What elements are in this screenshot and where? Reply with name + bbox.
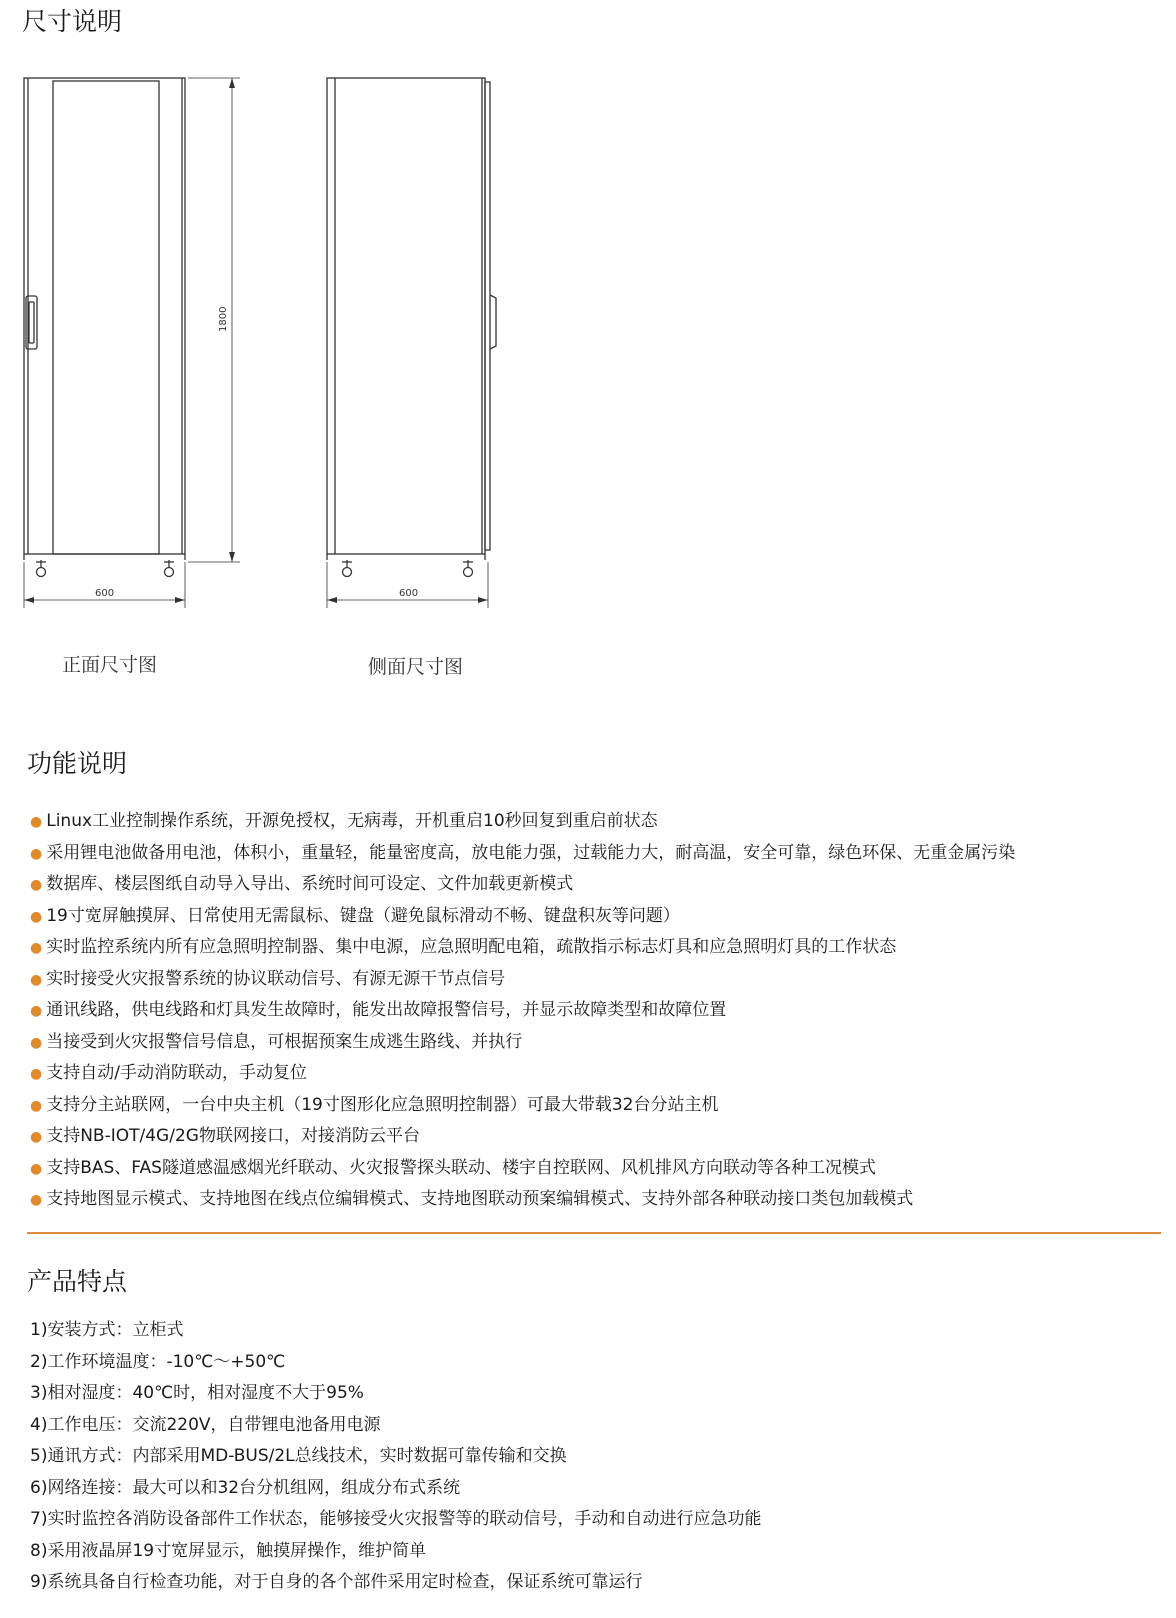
list-item: ● 采用锂电池做备用电池，体积小，重量轻，能量密度高，放电能力强，过载能力大，耐高温，安全可靠，绿色环保、无重金属污染: [30, 842, 1016, 863]
front-view-caption: 正面尺寸图: [62, 654, 158, 676]
list-item: ● 数据库、楼层图纸自动导入导出、系统时间可设定、文件加载更新模式: [30, 874, 574, 894]
list-item: ● Linux工业控制操作系统，开源免授权，无病毒，开机重启10秒回复到重启前状态: [30, 811, 658, 831]
list-item: ● 支持地图显示模式、支持地图在线点位编辑模式、支持地图联动预案编辑模式、支持外部各种联动接口类包加载模式: [30, 1189, 914, 1209]
front-width-label: 600: [95, 588, 115, 599]
list-item: ● 19寸宽屏触摸屏、日常使用无需鼠标、键盘（避免鼠标滑动不畅、键盘积灰等问题）: [30, 905, 680, 926]
list-item: 5)通讯方式：内部采用MD-BUS/2L总线技术，实时数据可靠传输和交换: [30, 1446, 567, 1466]
bullet-icon: ●: [30, 1160, 43, 1177]
list-item: ● 支持NB-IOT/4G/2G物联网接口，对接消防云平台: [30, 1126, 420, 1146]
front-view-drawing: [24, 78, 240, 608]
size-section-title: 尺寸说明: [22, 7, 123, 36]
list-item: ● 当接受到火灾报警信号信息，可根据预案生成逃生路线、并执行: [30, 1031, 523, 1052]
bullet-icon: ●: [30, 1034, 43, 1051]
features-section-title: 产品特点: [27, 1267, 128, 1296]
list-item: 9)系统具备自行检查功能，对于自身的各个部件采用定时检查，保证系统可靠运行: [30, 1572, 643, 1592]
list-item: 3)相对湿度：40℃时，相对湿度不大于95%: [30, 1383, 364, 1403]
list-item: 2)工作环境温度：-10℃～+50℃: [30, 1351, 286, 1372]
list-item: ● 支持分主站联网，一台中央主机（19寸图形化应急照明控制器）可最大带载32台分站主机: [30, 1094, 719, 1115]
list-item: 1)安装方式：立柜式: [30, 1320, 184, 1340]
bullet-icon: ●: [30, 1003, 43, 1019]
bullet-icon: ●: [30, 1066, 43, 1082]
features-list: [30, 1315, 761, 1599]
bullet-icon: ●: [30, 814, 43, 830]
function-section-title: 功能说明: [27, 749, 128, 778]
bullet-icon: ●: [30, 908, 43, 925]
bullet-icon: ●: [30, 1097, 43, 1114]
section-divider: [27, 1232, 1161, 1234]
bullet-icon: ●: [30, 1192, 43, 1208]
height-dimension-label: 1800: [218, 306, 229, 332]
dimension-drawings: [0, 70, 560, 640]
function-list: [30, 806, 1015, 1216]
side-view-drawing: [327, 78, 496, 608]
list-item: 4)工作电压：交流220V，自带锂电池备用电源: [30, 1414, 381, 1435]
list-item: ● 支持自动/手动消防联动，手动复位: [30, 1063, 307, 1083]
list-item: 8)采用液晶屏19寸宽屏显示，触摸屏操作，维护简单: [30, 1540, 427, 1561]
list-item: 6)网络连接：最大可以和32台分机组网，组成分布式系统: [30, 1477, 461, 1498]
list-item: ● 实时监控系统内所有应急照明控制器、集中电源，应急照明配电箱，疏散指示标志灯具和应急照明灯具的工作状态: [30, 937, 897, 957]
bullet-icon: ●: [30, 845, 43, 862]
list-item: ● 通讯线路，供电线路和灯具发生故障时，能发出故障报警信号，并显示故障类型和故障位置: [30, 1000, 727, 1020]
bullet-icon: ●: [30, 1129, 43, 1145]
list-item: 7)实时监控各消防设备部件工作状态，能够接受火灾报警等的联动信号，手动和自动进行应急功能: [30, 1509, 762, 1529]
side-view-caption: 侧面尺寸图: [368, 656, 464, 678]
list-item: ● 支持BAS、FAS隧道感温感烟光纤联动、火灾报警探头联动、楼宇自控联网、风机排风方向联动等各种工况模式: [30, 1157, 876, 1178]
bullet-icon: ●: [30, 971, 43, 988]
list-item: ● 实时接受火灾报警系统的协议联动信号、有源无源干节点信号: [30, 968, 506, 989]
bullet-icon: ●: [30, 940, 43, 956]
side-width-label: 600: [399, 588, 419, 599]
bullet-icon: ●: [30, 877, 43, 893]
